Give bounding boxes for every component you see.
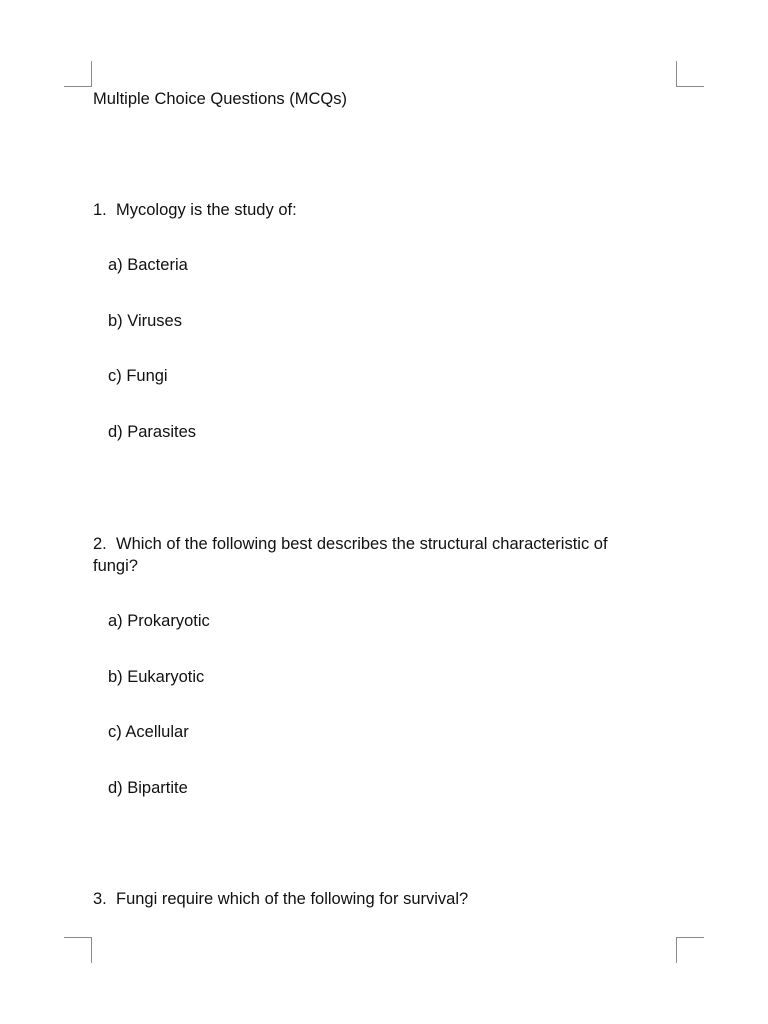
question-2 xyxy=(93,533,653,577)
option-2c: c) Acellular xyxy=(108,723,189,741)
option-2d: d) Bipartite xyxy=(108,779,188,797)
question-1 xyxy=(93,199,297,221)
question-text: Mycology is the study of: xyxy=(116,201,297,219)
option-2b: b) Eukaryotic xyxy=(108,668,205,686)
option-1c: c) Fungi xyxy=(108,367,168,385)
question-number: 3. xyxy=(93,890,107,908)
option-2a: a) Prokaryotic xyxy=(108,612,210,630)
option-1b: b) Viruses xyxy=(108,312,182,330)
crop-mark-bottom-left xyxy=(64,937,92,963)
document-title: Multiple Choice Questions (MCQs) xyxy=(93,90,347,108)
question-number: 1. xyxy=(93,201,107,219)
question-text: Fungi require which of the following for survival? xyxy=(116,890,469,908)
question-text: Which of the following best describes the structural characteristic of fungi? xyxy=(93,535,608,575)
crop-mark-top-right xyxy=(676,61,704,87)
crop-mark-bottom-right xyxy=(676,937,704,963)
option-1d: d) Parasites xyxy=(108,423,197,441)
crop-mark-top-left xyxy=(64,61,92,87)
option-1a: a) Bacteria xyxy=(108,256,188,274)
question-number: 2. xyxy=(93,535,107,553)
question-3 xyxy=(93,888,468,910)
